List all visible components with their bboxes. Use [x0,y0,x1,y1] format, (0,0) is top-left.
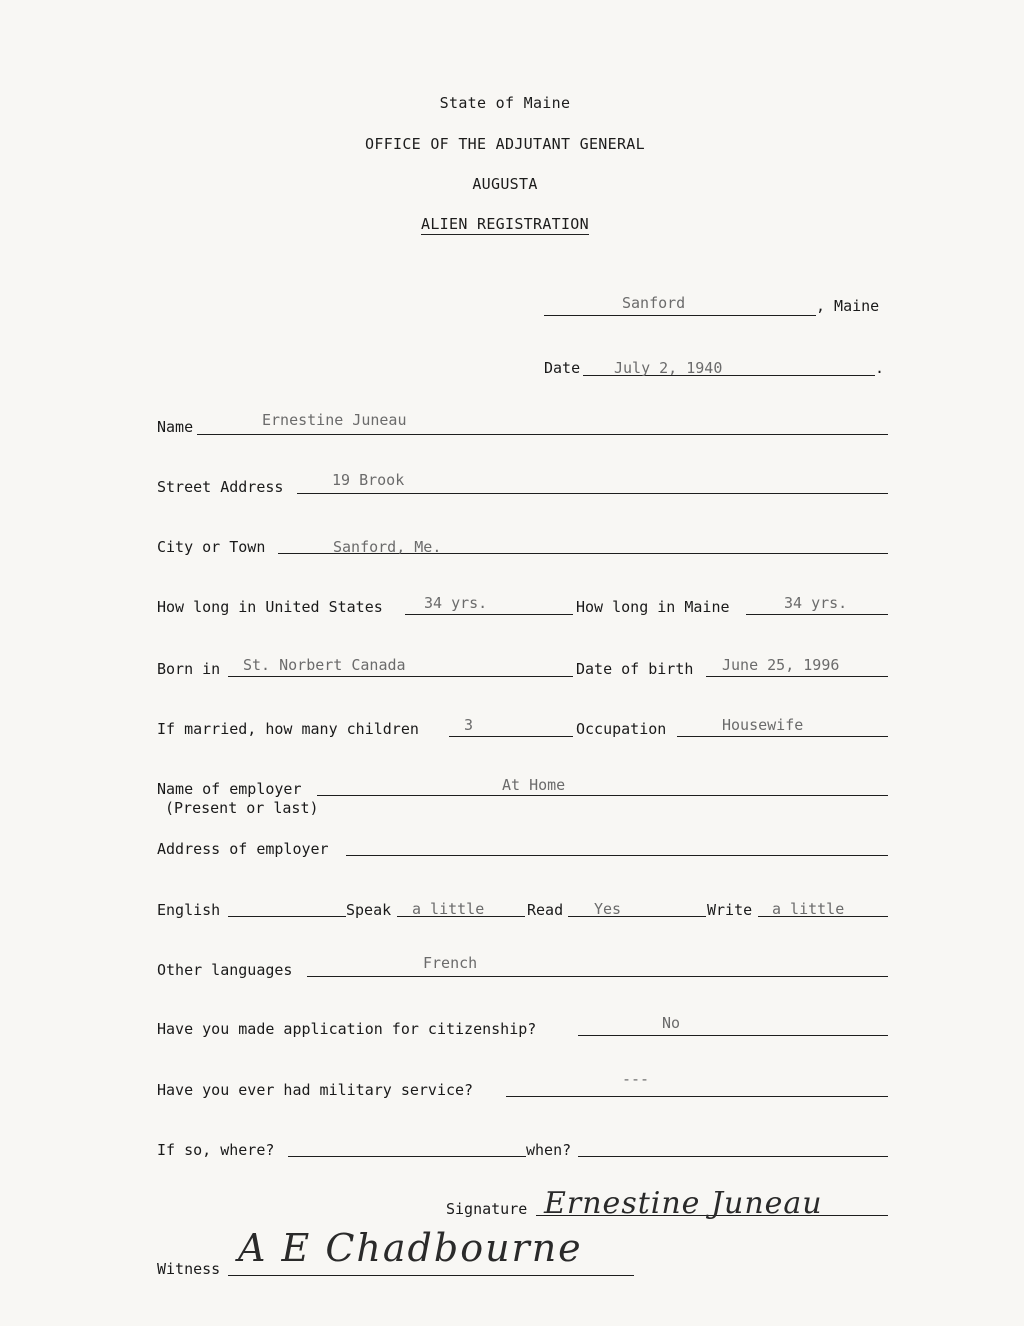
city-heading: AUGUSTA [472,175,538,193]
date-end-mark: . [875,359,885,377]
employer-name-sublabel: (Present or last) [165,799,319,817]
name-value: Ernestine Juneau [262,411,407,429]
employer-address-line [346,855,888,856]
write-value: a little [772,900,845,918]
street-address-value: 19 Brook [332,471,405,489]
how-long-us-line [405,614,573,615]
witness-label: Witness [157,1260,221,1278]
read-label: Read [527,901,564,919]
employer-name-line [317,795,888,796]
state-suffix: , Maine [816,297,880,315]
born-in-line [228,676,573,677]
occupation-value: Housewife [722,716,804,734]
witness-value: A E Chadbourne [238,1226,583,1270]
occupation-label: Occupation [576,720,667,738]
children-value: 3 [464,716,474,734]
employer-address-label: Address of employer [157,840,329,858]
english-line [228,916,346,917]
citizenship-label: Have you made application for citizenship? [157,1020,537,1038]
other-languages-value: French [423,954,478,972]
when-line [578,1156,888,1157]
speak-value: a little [412,900,485,918]
born-in-value: St. Norbert Canada [243,656,406,674]
military-line [506,1096,888,1097]
occupation-line [677,736,888,737]
name-line [197,434,888,435]
signature-label: Signature [446,1200,528,1218]
employer-name-label: Name of employer [157,780,302,798]
street-address-line [297,493,888,494]
date-value: July 2, 1940 [614,359,723,377]
military-value: --- [622,1070,650,1088]
other-languages-label: Other languages [157,961,293,979]
witness-line [228,1275,634,1276]
children-label: If married, how many children [157,720,419,738]
employer-name-value: At Home [502,776,566,794]
other-languages-line [307,976,888,977]
office-heading: OFFICE OF THE ADJUTANT GENERAL [365,135,645,153]
how-long-maine-value: 34 yrs. [784,594,848,612]
how-long-us-value: 34 yrs. [424,594,488,612]
date-of-birth-line [706,676,888,677]
date-of-birth-value: June 25, 1996 [722,656,840,674]
date-of-birth-label: Date of birth [576,660,694,678]
street-address-label: Street Address [157,478,284,496]
town-value: Sanford [622,294,686,312]
how-long-maine-line [746,614,888,615]
military-label: Have you ever had military service? [157,1081,474,1099]
if-so-where-label: If so, where? [157,1141,275,1159]
how-long-maine-label: How long in Maine [576,598,730,616]
speak-label: Speak [346,901,392,919]
citizenship-value: No [662,1014,681,1032]
if-so-where-line [288,1156,526,1157]
form-title: ALIEN REGISTRATION [421,215,589,233]
name-label: Name [157,418,194,436]
city-or-town-value: Sanford, Me. [333,538,442,556]
write-label: Write [707,901,753,919]
date-label: Date [544,359,581,377]
read-line [568,916,706,917]
state-heading: State of Maine [439,94,571,112]
when-label: when? [526,1141,572,1159]
town-line [544,315,816,316]
english-label: English [157,901,221,919]
signature-value: Ernestine Juneau [544,1186,823,1221]
citizenship-line [578,1035,888,1036]
how-long-us-label: How long in United States [157,598,383,616]
city-or-town-label: City or Town [157,538,266,556]
read-value: Yes [594,900,622,918]
born-in-label: Born in [157,660,221,678]
children-line [449,736,573,737]
